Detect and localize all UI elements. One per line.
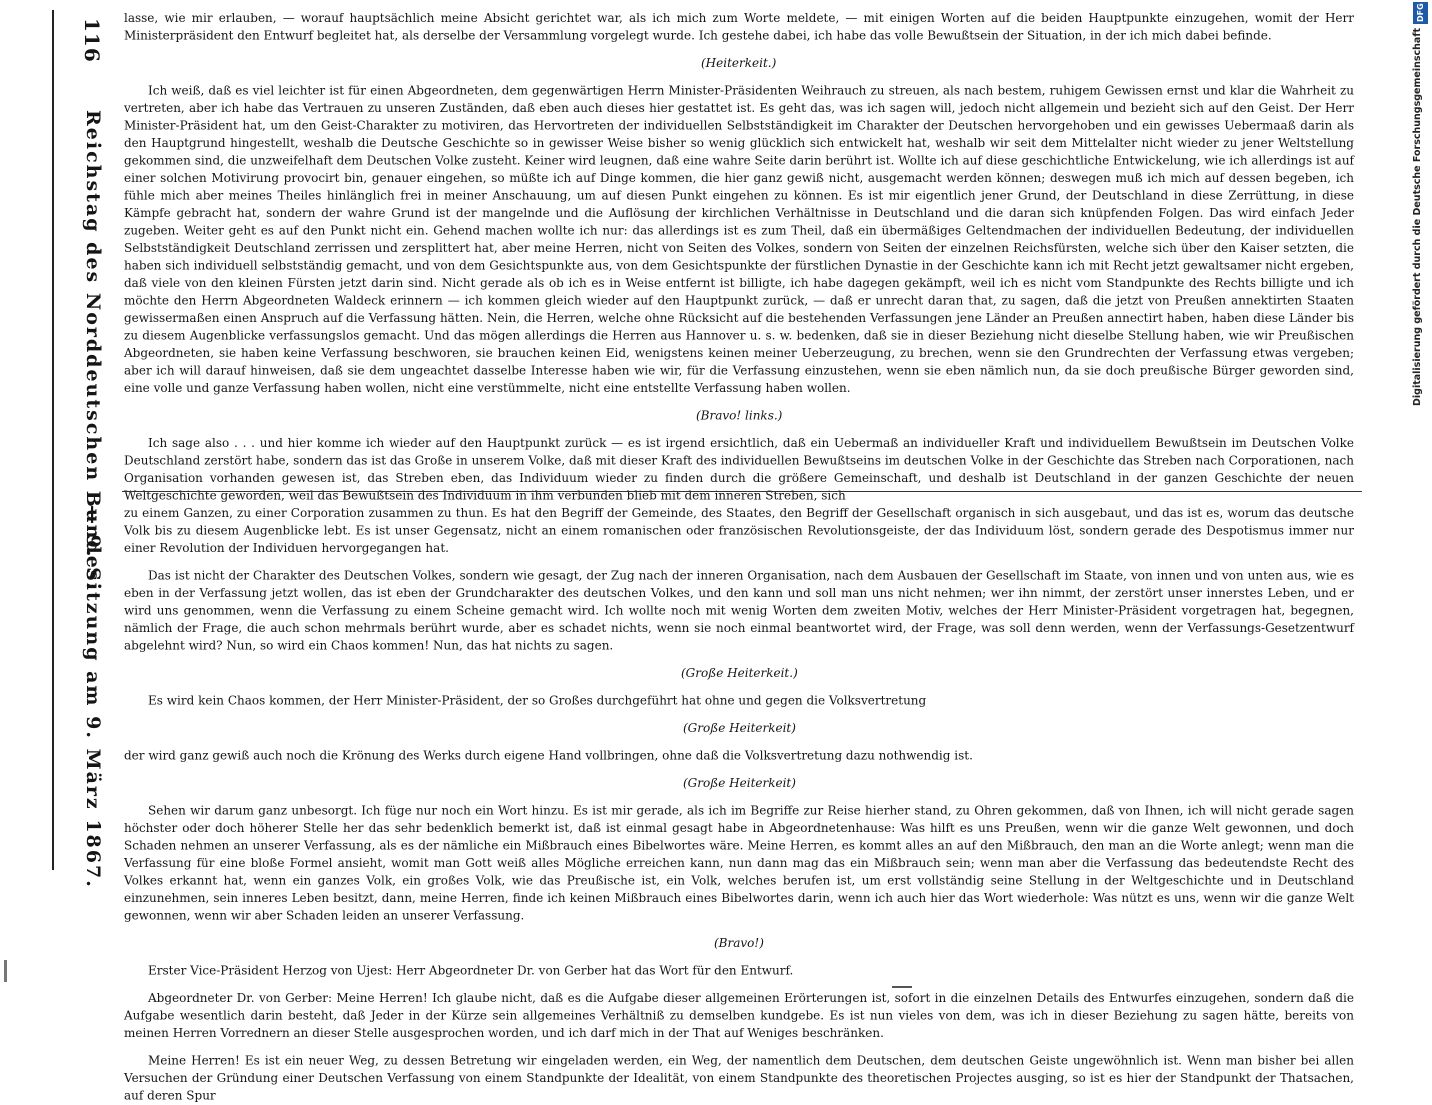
scan-mark [892, 986, 912, 988]
paragraph: Das ist nicht der Charakter des Deutschen Volkes, sondern wie gesagt, der Zug nach der inneren Organisation, nach dem Ausbauen der Gesellschaft im Staate, von innen und von unten aus, wie es eben in der Verfassung jetzt wollen, das ist eben der Grundcharakter des deutschen Volkes, und den kann und soll man uns nicht nehmen; wer ihn nimmt, der zerstört unser innerstes Leben, und er wird uns genommen, wenn die Verfassung zu einem Scheine gemacht wird. Ich wollte noch mit wenig Worten dem zweiten Motiv, welches der Herr Minister-Präsident vorgetragen hat, begegnen, nämlich der Frage, die auch schon mehrmals berührt wurde, aber es schadet nichts, wenn sie noch einmal beantwortet wird, der Frage, was soll denn werden, wenn der Verfassungs-Gesetzentwurf abgelehnt wird? Nun, so wird ein Chaos kommen! Nun, das hat nichts zu sagen. [124, 568, 1354, 656]
stage-direction: (Bravo!) [124, 935, 1354, 953]
page-header [54, 0, 118, 1000]
paragraph: zu einem Ganzen, zu einer Corporation zusammen zu thun. Es hat den Begriff der Gemeinde, des Staates, den Begriff der Gesellschaft organisch in sich ausgebaut, und das ist es, worum das deutsche Volk bis zu diesem Augenblicke lebt. Es ist unser Gegensatz, nicht an einem romanischen oder französischen Revolutionsgeiste, der das Individuum löst, sondern gerade des Despotismus immer nur einer Revolution der Individuen hervorgegangen hat. [124, 505, 1354, 558]
dfg-logo-icon: DFG [1413, 2, 1428, 24]
header-rule [52, 10, 54, 870]
paragraph: der wird ganz gewiß auch noch die Krönung des Werks durch eigene Hand vollbringen, ohne daß die Volksvertretung dazu nothwendig ist. [124, 748, 1354, 766]
stage-direction: (Große Heiterkeit.) [124, 665, 1354, 683]
digitization-notice [1412, 2, 1430, 602]
session-head: — 9. Sitzung am 9. März 1867. [82, 505, 104, 889]
digitization-notice-text: Digitalisierung gefördert durch die Deutsche Forschungsgemeinschaft [1412, 28, 1423, 406]
stage-direction: (Große Heiterkeit) [124, 775, 1354, 793]
speaker-paragraph: Abgeordneter Dr. von Gerber: Meine Herren! Ich glaube nicht, daß es die Aufgabe dieser allgemeinen Erörterungen ist, sofort in die einzelnen Details des Entwurfes einzugehen, sondern daß die Aufgabe wesentlich darin besteht, daß Jeder in der Kürze sein allgemeines Verhältniß zu demselben kundgebe. Es ist nun vieles von dem, was ich in dieser Beziehung zu sagen hätte, bereits von meinen Herren Vorrednern an dieser Stelle ausgesprochen worden, und ich darf mich in der That auf Weniges beschränken. [124, 990, 1354, 1043]
scan-edge-mark [4, 960, 7, 982]
paragraph: Es wird kein Chaos kommen, der Herr Minister-Präsident, der so Großes durchgeführt hat ohne und gegen die Volksvertretung [124, 693, 1354, 711]
paragraph: Ich weiß, daß es viel leichter ist für einen Abgeordneten, dem gegenwärtigen Herrn Minister-Präsidenten Weihrauch zu streuen, als nach bestem, ruhigem Gewissen ernst und klar die Wahrheit zu vertreten, aber ich habe das Vertrauen zu unseren Zuständen, daß eben auch dieses hier gestattet ist. Es geht das, was ich sagen will, jedoch nicht allgemein und bezieht sich auf den Geist. Der Herr Minister-Präsident hat, um den Geist-Charakter zu motiviren, das Hervortreten der individuellen Selbstständigkeit im Charakter der Deutschen hervorgehoben und ein gewisses Uebermaaß darin als den Hauptgrund hingestellt, weshalb die Deutsche Geschichte so in gewisser Weise bisher so wenig glücklich sich entwickelt hat, weshalb wir seit dem Mittelalter nicht wieder zu jener Weltstellung gekommen sind, die unzweifelhaft dem Deutschen Volke zusteht. Keiner wird leugnen, daß eine wahre Seite darin berührt ist. Wollte ich auf diese geschichtliche Entwickelung, wie ich allerdings ist auf einer solchen Motivirung provocirt bin, genauer eingehen, so müßte ich auf Dinge kommen, die hier ganz gewiß nicht, ausgemacht werden können; deswegen muß ich mich auf dessen begeben, ich fühle mich aber meines Theiles hinlänglich frei in meiner Anschauung, um auf diesen Punkt eingehen zu können. Es ist mir eigentlich jener Grund, der Deutschland in diese Zerrüttung, in diese Kämpfe gebracht hat, sondern der wahre Grund ist der mangelnde und die Auflösung der kirchlichen Verhältnisse in Deutschland und die daran sich knüpfenden Folgen. Das wird einfach Jeder zugeben. Weiter geht es auf den Punkt nicht ein. Gehend machen wollte ich nur: das allerdings ist es zum Theil, daß ein übermäßiges Geltendmachen der individuellen Bedeutung, der individuellen Selbstständigkeit Deutschland zerrissen und zersplittert hat, aber meine Herren, nicht von Seiten des Volkes, sondern von Seiten der einzelnen Reichsfürsten, welche sich über den Kaiser setzten, die haben sich individuell selbstständig gemacht, und von dem Gesichtspunkte aus, von dem Gesichtspunkte der fürstlichen Dynastie in der Geschichte kann ich mit Recht jetzt gewaltsamer nicht ergeben, daß viele von den kleinen Fürsten jetzt darin sind. Nicht gerade als ob ich es in Weise entfernt ist billigte, ich habe dagegen gekämpft, weil ich es nicht vom Standpunkte des Rechts billigte und ich möchte den Herrn Abgeordneten Waldeck erinnern — ich kommen gleich wieder auf den Hauptpunkt zurück, — daß er unrecht daran that, zu sagen, daß die jetzt von Preußen annektirten Staaten gewissermaßen einen Anspruch auf die Verfassung hätten. Nein, die Herren, welche ohne Rücksicht auf die bestehenden Verfassungen jene Länder an Preußen annectirt haben, haben diese Länder bis zu diesem Augenblicke verfassungslos gemacht. Und das mögen allerdings die Herren aus Hannover u. s. w. bedenken, daß sie in dieser Beziehung nicht dieselbe Stellung haben, wie wir Preußischen Abgeordneten, sie haben keine Verfassung beschworen, sie brauchen keinen Eid, wenigstens keinen meiner Ueberzeugung, zu brechen, wenn sie den Grundrechten der Verfassung etwas vergeben; aber ich will darauf hinweisen, daß sie dem ungeachtet dasselbe Interesse haben wie wir, für die Verfassung einzustehen, wenn sie eben nämlich nun, da sie doch preußische Bürger geworden sind, eine volle und ganze Verfassung haben wollen, nicht eine verstümmelte, nicht eine entstellte Verfassung haben wollen. [124, 83, 1354, 398]
text-column-left [124, 10, 1354, 482]
speaker-paragraph: Erster Vice-Präsident Herzog von Ujest: Herr Abgeordneter Dr. von Gerber hat das Wort für den Entwurf. [124, 963, 1354, 981]
paragraph: Sehen wir darum ganz unbesorgt. Ich füge nur noch ein Wort hinzu. Es ist mir gerade, als ich im Begriffe zur Reise hierher stand, zu Ohren gekommen, daß von Ihnen, ich will nicht gerade sagen höchster oder doch höherer Stelle her das sehr bedenklich bemerkt ist, daß ist einmal gesagt habe in Abgeordnetenhause: Was hilft es uns Preußen, wenn wir die ganze Welt gewonnen, und doch Schaden nehmen an unserer Verfassung, als es der nämliche ein Mißbrauch eines Bibelwortes wäre. Meine Herren, es kommt alles an auf den Mißbrauch, den man an die Worte anlegt; wenn man die Verfassung für eine bloße Formel ansieht, womit man Gott weiß alles Mögliche erreichen kann, nun dann mag das ein Mißbrauch sein; wenn man aber die Verfassung das bedeutendste Recht des Volkes erkannt hat, wenn ein ganzes Volk, ein großes Volk, wie das Preußische ist, ein Volk, welches berufen ist, um erst vollständig seine Stellung in der Weltgeschichte und in Deutschland einzunehmen, sein inneres Leben besitzt, dann, meine Herren, finde ich keinen Mißbrauch eines Bibelwortes darin, wenn ich auch hier das Wort wiederhole: Was nützt es uns, wenn wir die ganze Welt gewonnen, wenn wir aber Schaden leiden an unserer Verfassung. [124, 803, 1354, 926]
running-head: Reichstag des Norddeutschen Bundes. [82, 110, 104, 591]
text-column-right [124, 505, 1354, 977]
column-divider [122, 491, 1362, 492]
page-number: 116 [80, 18, 104, 63]
stage-direction: (Bravo! links.) [124, 408, 1354, 426]
paragraph: lasse, wie mir erlauben, — worauf hauptsächlich meine Absicht gerichtet war, als ich mich zum Worte meldete, — mit einigen Worten auf die beiden Hauptpunkte einzugehen, womit der Herr Ministerpräsident den Entwurf begleitet hat, als derselbe der Versammlung vorgelegt wurde. Ich gestehe dabei, ich habe das volle Bewußtsein der Situation, in der ich mich dabei befinde. [124, 10, 1354, 45]
paragraph: Meine Herren! Es ist ein neuer Weg, zu dessen Betretung wir eingeladen werden, ein Weg, der namentlich dem Deutschen, dem deutschen Geiste ungewöhnlich ist. Wenn man bisher bei allen Versuchen der Gründung einer Deutschen Verfassung von einem Standpunkte der Idealität, von einem Standpunkte des theoretischen Projectes ausging, so ist es hier der Standpunkt der Thatsachen, auf deren Spur [124, 1053, 1354, 1105]
stage-direction: (Heiterkeit.) [124, 55, 1354, 73]
stage-direction: (Große Heiterkeit) [124, 720, 1354, 738]
paragraph: Ich sage also . . . und hier komme ich wieder auf den Hauptpunkt zurück — es ist irgend ersichtlich, daß ein Uebermaß an individueller Kraft und individuellem Bewußtsein im Deutschen Volke Deutschland zerstört habe, sondern das ist das Große in unserem Volke, daß mit dieser Kraft des individuellen Bewußtseins im deutschen Volke in der Geschichte das Streben nach Corporationen, nach Organisation vorhanden gewesen ist, das Streben eben, das Individuum wieder zu finden durch die größere Gemeinschaft, und deshalb ist Deutschland in der ganzen Geschichte der neuen Weltgeschichte geworden, weil das Bewußtsein des Individuum in ihm verbunden blieb mit dem inneren Streben, sich [124, 435, 1354, 505]
